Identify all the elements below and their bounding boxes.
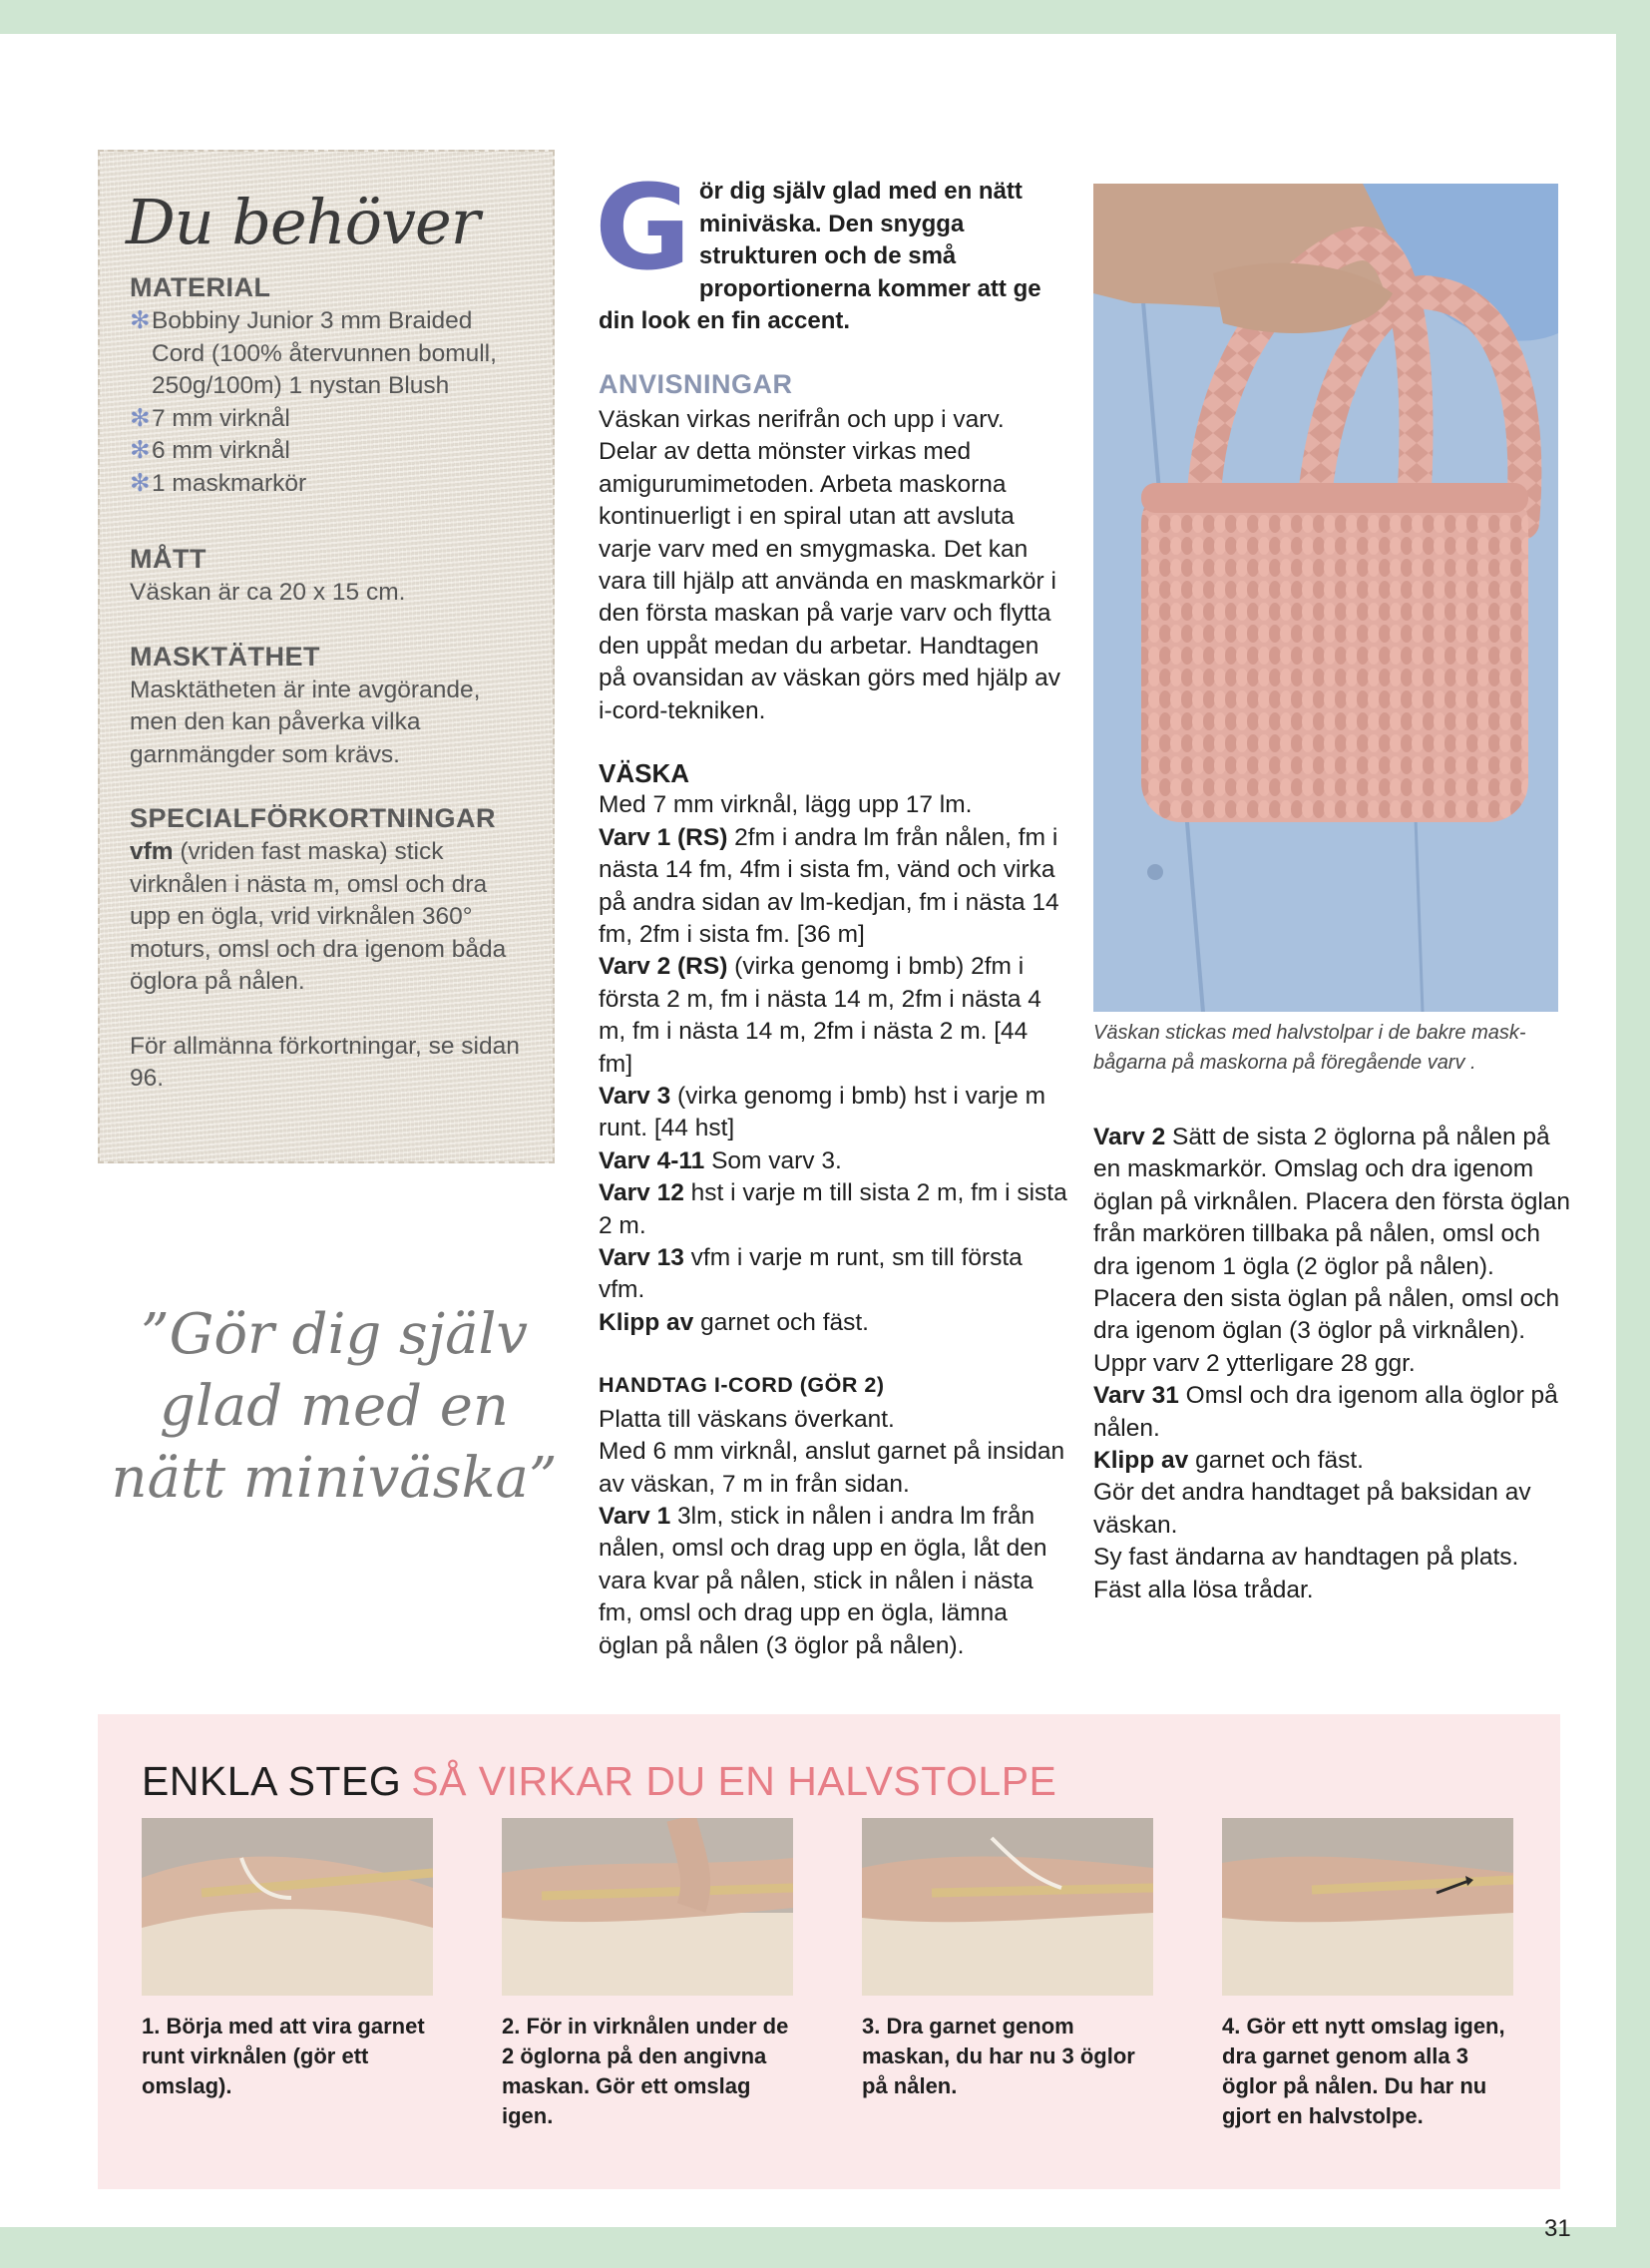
handles-line: Med 6 mm virknål, anslut garnet på insidan av väskan, 7 m in från sidan. [599,1438,1065,1498]
bag-heading: VÄSKA [599,757,690,788]
asterisk-icon: ✻ [130,469,151,497]
abbreviations-section [130,803,523,999]
bag-photo [1093,184,1558,1012]
abbreviations-heading: SPECIALFÖRKORTNINGAR [130,803,496,833]
gauge-text: Masktätheten är inte avgörande, men den kan påverka vilka garnmängder som krävs. [130,676,481,768]
steps-heading: ENKLA STEG SÅ VIRKAR DU EN HALVSTOLPE [142,1758,1057,1804]
asterisk-icon: ✻ [130,404,151,432]
handles-heading: HANDTAG I-CORD (GÖR 2) [599,1373,885,1398]
intro-paragraph: Gör dig själv glad med en nätt miniväska. Den snygga strukturen och de små proportionerna kommer att ge din look en fin accent. [595,159,1041,334]
handles-row: Varv 31 Omsl och dra igenom alla öglor på nålen. [1093,1382,1558,1442]
abbreviations-text: vfm (vriden fast maska) stick virknålen i nästa m, omsl och dra upp en ögla, vrid virknålen 360° moturs, omsl och dra igenom båda öglora på nålen. [130,838,507,995]
column-right [1093,1122,1572,1606]
magazine-page [0,34,1616,2242]
gauge-section [130,642,523,772]
pull-quote: ”Gör dig själv glad med en nätt miniväska” [111,1302,558,1511]
bag-row: Varv 1 (RS) 2fm i andra lm från nålen, fm i nästa 14 fm, 4fm i sista fm, vänd och virka på andra sidan av lm-kedjan, fm i nästa 14 fm, 2fm i sista fm. [36 m] [599,823,1059,948]
step-item [862,1818,1153,2101]
material-heading: MATERIAL [130,272,271,302]
crochet-photo [1222,1818,1513,1996]
handles-row: Varv 2 Sätt de sista 2 öglorna på nålen på en maskmarkör. Omslag och dra igenom öglan på virknålen. Placera den första öglan från markören tillbaka på nålen, omsl och dra igenom 1 ögla (2 öglor på nålen). Placera den sista öglan på nålen, omsl och dra igenom öglan (3 öglor på virknålen). [1093,1124,1571,1345]
step-item [142,1818,433,2101]
step-item [1222,1818,1513,2131]
step-item [502,1818,793,2131]
step-text: 2. För in virknålen under de 2 öglorna på den angivna maskan. Gör ett omslag igen. [502,2014,789,2128]
step-photo [502,1818,793,1996]
step-text: 1. Börja med att vira garnet runt virknålen (gör ett omslag). [142,2014,425,2098]
size-section [130,544,523,610]
list-item: ✻ Bobbiny Junior 3 mm Braided Cord (100% återvunnen bomull, 250g/100m) 1 nystan Blush [130,307,497,399]
handles-line: Sy fast ändarna av handtagen på plats. [1093,1544,1519,1572]
handles-line: Gör det andra handtaget på baksidan av väskan. [1093,1479,1531,1539]
column-middle [595,159,1067,1662]
bag-illustration [1093,184,1558,1012]
handles-line: Platta till väskans överkant. [599,1405,895,1433]
bag-start: Med 7 mm virknål, lägg upp 17 lm. [599,791,973,819]
gauge-heading: MASKTÄTHET [130,641,320,672]
bag-row: Varv 2 (RS) (virka genomg i bmb) 2fm i första 2 m, fm i nästa 14 m, 2fm i nästa 4 m, fm i nästa 14 m, 2fm i nästa 2 m. [44 fm] [599,953,1041,1078]
step-photo [142,1818,433,1996]
step-text: 4. Gör ett nytt omslag igen, dra garnet genom alla 3 öglor på nålen. Du har nu gjort en halvstolpe. [1222,2014,1505,2128]
page-number: 31 [1544,2215,1571,2242]
asterisk-icon: ✻ [130,437,151,464]
asterisk-icon: ✻ [130,307,151,334]
step-photo [1222,1818,1513,1996]
steps-panel [98,1714,1560,2189]
drop-cap: G [595,159,691,296]
general-abbreviations-note: För allmänna förkortningar, se sidan 96. [130,1032,520,1092]
instructions-heading: ANVISNINGAR [599,368,793,399]
handles-line: Fäst alla lösa trådar. [1093,1576,1314,1603]
instructions-text: Väskan virkas nerifrån och upp i varv. Delar av detta mönster virkas med amigurumimetoden. Arbeta maskorna kontinuerligt i en spiral utan att avsluta varje varv med en smygmaska. Det kan vara till hjälp att använda en maskmarkör i den första maskan på varje varv och flytta den uppåt medan du arbetar. Handtagen på ovansidan av väskan görs med hjälp av i-cord-tekniken. [599,405,1061,724]
photo-caption: Väskan stickas med halvstolpar i de bakre mask-bågarna på maskorna på föregående varv . [1093,1022,1526,1074]
size-heading: MÅTT [130,544,206,574]
size-text: Väskan är ca 20 x 15 cm. [130,579,406,606]
materials-title: Du behöver [126,186,480,258]
list-item: ✻ 7 mm virknål [130,403,523,436]
crochet-photo [862,1818,1153,1996]
material-list [130,305,523,500]
step-text: 3. Dra garnet genom maskan, du har nu 3 öglor på nålen. [862,2014,1135,2098]
bag-row: Varv 4-11 Som varv 3. [599,1146,842,1174]
handles-row: Varv 1 3lm, stick in nålen i andra lm från nålen, omsl och drag upp en ögla, låt den vara kvar på nålen, stick in nålen i nästa fm, omsl och drag upp en ögla, lämna öglan på nålen (3 öglor på nålen). [599,1502,1047,1659]
materials-box [98,150,555,1163]
list-item: ✻ 1 maskmarkör [130,468,523,501]
bag-row: Varv 13 vfm i varje m runt, sm till första vfm. [599,1244,1023,1304]
step-photo [862,1818,1153,1996]
bag-row: Varv 12 hst i varje m till sista 2 m, fm i sista 2 m. [599,1179,1067,1239]
list-item: ✻ 6 mm virknål [130,435,523,468]
crochet-photo [502,1818,793,1996]
handles-row: Klipp av garnet och fäst. [1093,1447,1364,1475]
crochet-photo [142,1818,433,1996]
bag-row: Klipp av garnet och fäst. [599,1308,869,1336]
bag-row: Varv 3 (virka genomg i bmb) hst i varje m runt. [44 hst] [599,1083,1045,1142]
handles-repeat: Uppr varv 2 ytterligare 28 ggr. [1093,1349,1416,1377]
